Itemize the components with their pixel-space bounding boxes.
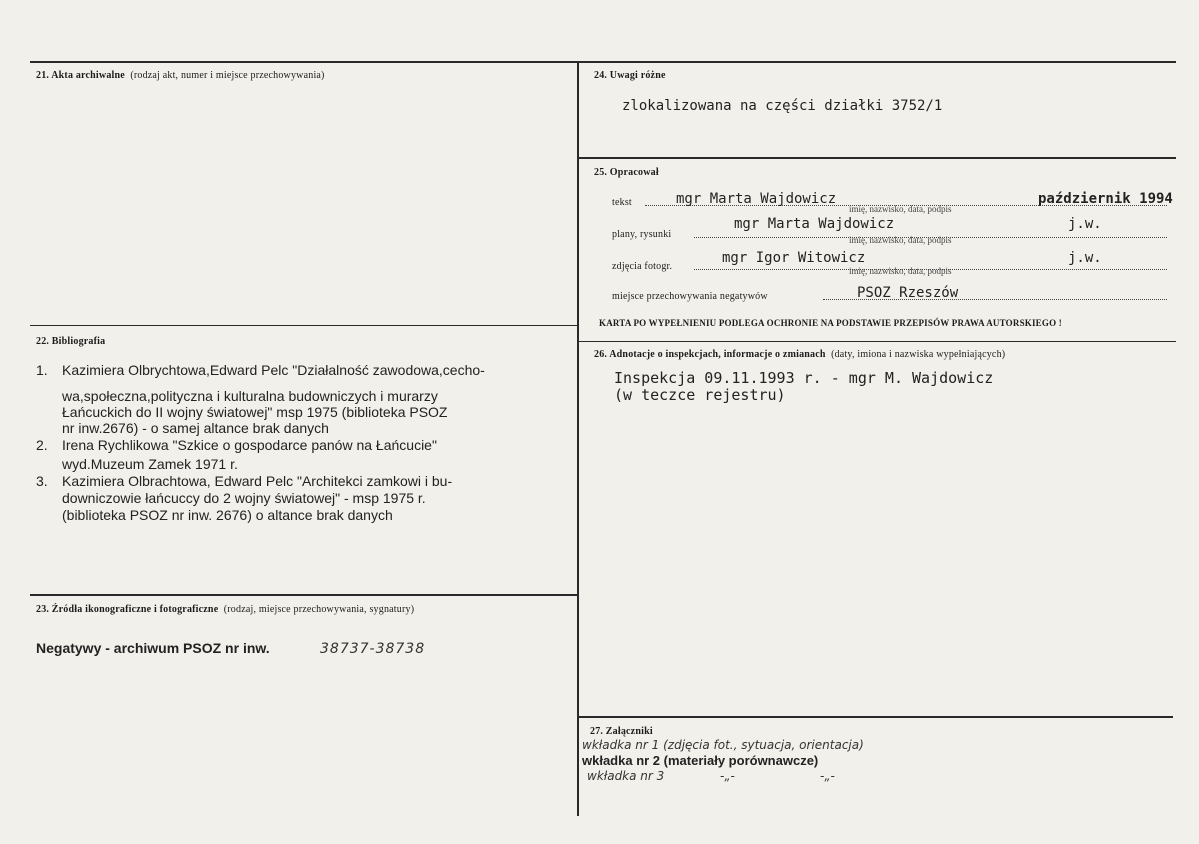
rule-22 [30, 325, 578, 326]
sec25-label: 25. Opracował [594, 167, 659, 178]
sec25-row-value: mgr Igor Witowicz [722, 250, 866, 266]
sec25-row-date: październik 1994 [1038, 191, 1173, 207]
sec23-handwritten-numbers: 38737-38738 [320, 641, 426, 657]
bibliography-line: Kazimiera Olbrychtowa,Edward Pelc "Działalność zawodowa,cecho- [62, 362, 485, 378]
sec26-line: (w teczce rejestru) [614, 386, 786, 404]
bibliography-line: Kazimiera Olbrachtowa, Edward Pelc "Architekci zamkowi i bu- [62, 473, 453, 489]
ditto-mark: -„- [720, 769, 735, 783]
top-rule-right [578, 61, 1176, 63]
sec22-label: 22. Bibliografia [36, 336, 106, 347]
field-caption: imię, nazwisko, data, podpis [849, 266, 952, 276]
sec25-row-label: zdjęcia fotogr. [612, 261, 673, 272]
rule-26 [578, 341, 1176, 342]
sec23-text: Negatywy - archiwum PSOZ nr inw. [36, 640, 270, 656]
bibliography-line: nr inw.2676) - o samej altance brak danych [62, 420, 329, 436]
copyright-notice: KARTA PO WYPEŁNIENIU PODLEGA OCHRONIE NA PODSTAWIE PRZEPISÓW PRAWA AUTORSKIEGO ! [599, 318, 1062, 328]
bibliography-line: (biblioteka PSOZ nr inw. 2676) o altance brak danych [62, 507, 393, 523]
sec21-label: 21. Akta archiwalne (rodzaj akt, numer i miejsce przechowywania) [36, 70, 325, 81]
bibliography-item-2: 2. Irena Rychlikowa "Szkice o gospodarce panów na Łańcucie" [36, 437, 437, 453]
field-caption: imię, nazwisko, data, podpis [849, 235, 952, 245]
sec25-row-date: j.w. [1068, 250, 1102, 266]
bibliography-line: downiczowie łańcuccy do 2 wojny światowej" - msp 1975 r. [62, 490, 426, 506]
sec25-row-label: plany, rysunki [612, 229, 672, 240]
sec27-label: 27. Załączniki [590, 726, 653, 737]
ditto-mark: -„- [820, 769, 835, 783]
sec25-row-label: miejsce przechowywania negatywów [612, 291, 768, 302]
top-rule-left [30, 61, 578, 63]
attachment-3: wkładka nr 3 [587, 769, 665, 783]
attachment-2: wkładka nr 2 (materiały porównawcze) [582, 753, 819, 768]
sec25-row-value: mgr Marta Wajdowicz [734, 216, 895, 232]
bibliography-line: wyd.Muzeum Zamek 1971 r. [62, 456, 238, 472]
sec24-label: 24. Uwagi różne [594, 70, 666, 81]
bibliography-item-1: 1. Kazimiera Olbrychtowa,Edward Pelc "Działalność zawodowa,cecho- [36, 362, 485, 378]
bibliography-line: Łańcuckich do II wojny światowej" msp 1975 (biblioteka PSOZ [62, 404, 448, 420]
sec25-row-value: PSOZ Rzeszów [857, 285, 959, 301]
sec24-text: zlokalizowana na części działki 3752/1 [622, 98, 943, 114]
bibliography-line: Irena Rychlikowa "Szkice o gospodarce panów na Łańcucie" [62, 437, 437, 453]
sec23-label: 23. Źródła ikonograficzne i fotograficzne (rodzaj, miejsce przechowywania, sygnatury) [36, 604, 415, 615]
field-caption: imię, nazwisko, data, podpis [849, 204, 952, 214]
bibliography-item-3: 3. Kazimiera Olbrachtowa, Edward Pelc "Architekci zamkowi i bu- [36, 473, 453, 489]
rule-25 [578, 157, 1176, 159]
sec25-row-value: mgr Marta Wajdowicz [676, 191, 837, 207]
sec25-row-date: j.w. [1068, 216, 1102, 232]
sec26-line: Inspekcja 09.11.1993 r. - mgr M. Wajdowicz [614, 369, 994, 387]
sec25-row-label: tekst [612, 197, 632, 208]
bibliography-line: wa,społeczna,polityczna i kulturalna budowniczych i murarzy [62, 388, 438, 404]
rule-23 [30, 594, 578, 596]
sec26-label: 26. Adnotacje o inspekcjach, informacje o zmianach (daty, imiona i nazwiska wypełniających) [594, 349, 1006, 360]
attachment-1: wkładka nr 1 (zdjęcia fot., sytuacja, orientacja) [582, 738, 864, 752]
rule-27 [578, 716, 1173, 718]
center-divider [577, 61, 579, 816]
